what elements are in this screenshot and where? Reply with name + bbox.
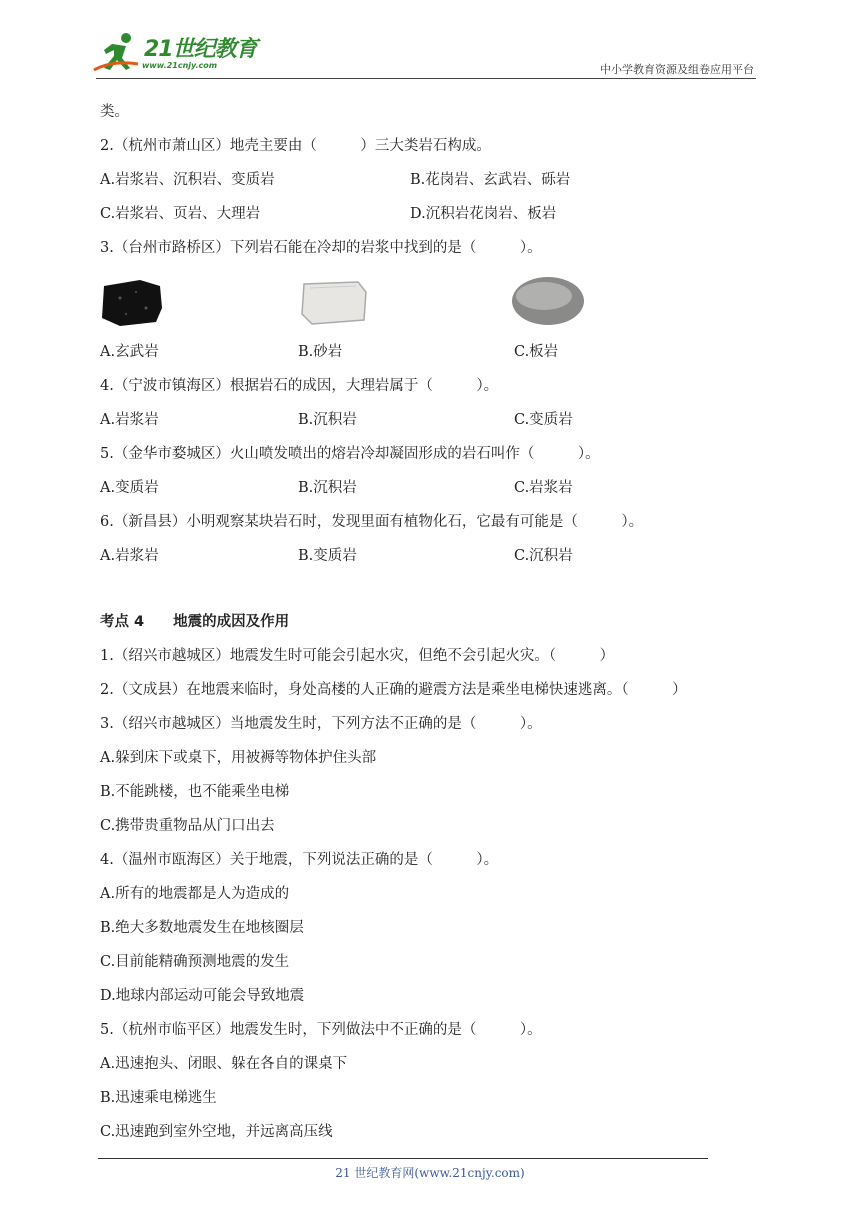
- page-header: [0, 0, 860, 80]
- eq-question-5: 5.（杭州市临平区）地震发生时，下列做法中不正确的是（ ）。: [100, 1022, 542, 1038]
- slate-rock-image: [510, 274, 586, 328]
- q6-option-a: A.岩浆岩: [100, 548, 159, 564]
- eq-q3-option-a: A.躲到床下或桌下，用被褥等物体护住头部: [100, 750, 377, 766]
- question-3: 3.（台州市路桥区）下列岩石能在冷却的岩浆中找到的是（ ）。: [100, 240, 542, 256]
- eq-q3-option-c: C.携带贵重物品从门口出去: [100, 818, 275, 834]
- eq-q4-option-d: D.地球内部运动可能会导致地震: [100, 988, 305, 1004]
- q5-option-b: B.沉积岩: [298, 480, 357, 496]
- question-5: 5.（金华市婺城区）火山喷发喷出的熔岩冷却凝固形成的岩石叫作（ ）。: [100, 446, 600, 462]
- q3-option-a: A.玄武岩: [100, 344, 159, 360]
- q5-option-c: C.岩浆岩: [514, 480, 573, 496]
- eq-question-2: 2.（文成县）在地震来临时，身处高楼的人正确的避震方法是乘坐电梯快速逃离。（ ）: [100, 682, 687, 698]
- continued-text: 类。: [100, 104, 129, 120]
- question-2: 2.（杭州市萧山区）地壳主要由（ ）三大类岩石构成。: [100, 138, 491, 154]
- q4-option-b: B.沉积岩: [298, 412, 357, 428]
- question-4: 4.（宁波市镇海区）根据岩石的成因，大理岩属于（ ）。: [100, 378, 499, 394]
- basalt-rock-image: [100, 278, 164, 328]
- eq-question-3: 3.（绍兴市越城区）当地震发生时，下列方法不正确的是（ ）。: [100, 716, 542, 732]
- question-6: 6.（新昌县）小明观察某块岩石时，发现里面有植物化石，它最有可能是（ ）。: [100, 514, 644, 530]
- eq-question-1: 1.（绍兴市越城区）地震发生时可能会引起水灾，但绝不会引起火灾。（ ）: [100, 648, 615, 664]
- q4-option-c: C.变质岩: [514, 412, 573, 428]
- q2-option-d: D.沉积岩花岗岩、板岩: [410, 206, 557, 222]
- q3-option-c: C.板岩: [514, 344, 559, 360]
- eq-q5-option-c: C.迅速跑到室外空地，并远离高压线: [100, 1124, 333, 1140]
- q2-option-c: C.岩浆岩、页岩、大理岩: [100, 206, 261, 222]
- sandstone-rock-image: [300, 278, 370, 328]
- q4-option-a: A.岩浆岩: [100, 412, 159, 428]
- q2-option-a: A.岩浆岩、沉积岩、变质岩: [100, 172, 275, 188]
- footer-link[interactable]: 21 世纪教育网(www.21cnjy.com): [335, 1166, 525, 1180]
- eq-q5-option-a: A.迅速抱头、闭眼、躲在各自的课桌下: [100, 1056, 348, 1072]
- header-divider: [96, 78, 756, 79]
- logo-text: 21世纪教育: [144, 37, 257, 62]
- q5-option-a: A.变质岩: [100, 480, 159, 496]
- platform-tagline: 中小学教育资源及组卷应用平台: [600, 63, 754, 76]
- eq-q3-option-b: B.不能跳楼，也不能乘坐电梯: [100, 784, 290, 800]
- runner-logo-icon: [92, 30, 142, 76]
- section-heading: 考点 4 地震的成因及作用: [100, 614, 290, 630]
- q3-option-b: B.砂岩: [298, 344, 343, 360]
- q6-option-c: C.沉积岩: [514, 548, 573, 564]
- q2-option-b: B.花岗岩、玄武岩、砾岩: [410, 172, 571, 188]
- footer-divider: [98, 1158, 708, 1159]
- logo-url: www.21cnjy.com: [142, 61, 218, 70]
- eq-q4-option-c: C.目前能精确预测地震的发生: [100, 954, 290, 970]
- eq-q5-option-b: B.迅速乘电梯逃生: [100, 1090, 217, 1106]
- eq-question-4: 4.（温州市瓯海区）关于地震，下列说法正确的是（ ）。: [100, 852, 499, 868]
- q6-option-b: B.变质岩: [298, 548, 357, 564]
- eq-q4-option-b: B.绝大多数地震发生在地核圈层: [100, 920, 304, 936]
- eq-q4-option-a: A.所有的地震都是人为造成的: [100, 886, 290, 902]
- site-logo[interactable]: [92, 30, 272, 78]
